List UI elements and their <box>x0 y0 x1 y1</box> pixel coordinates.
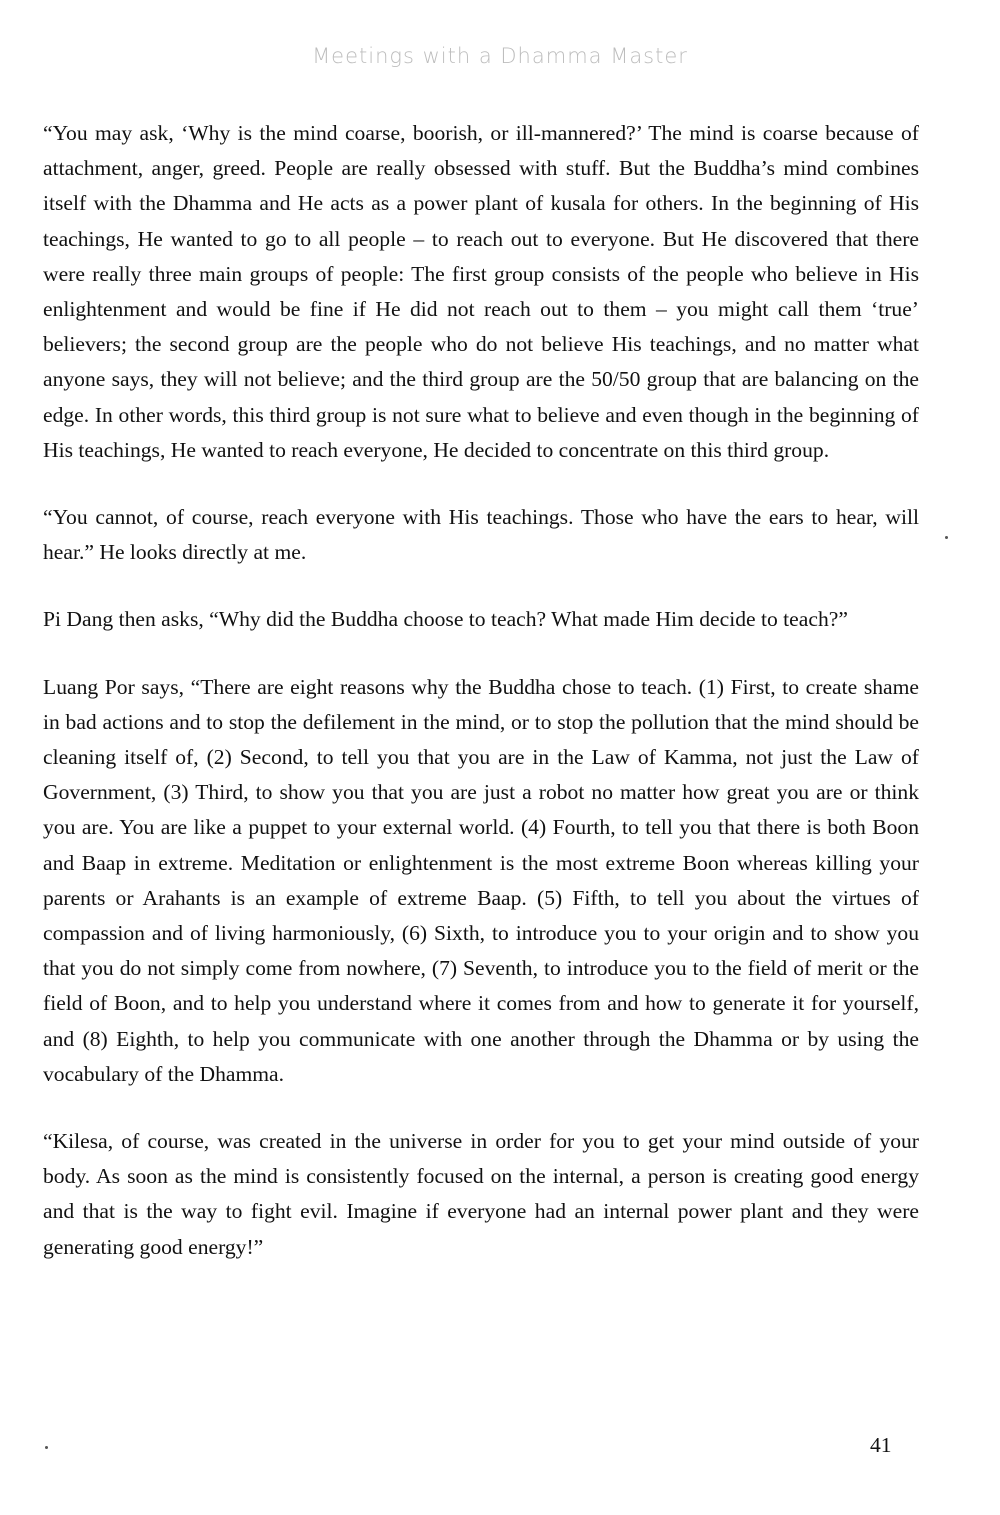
paragraph-ears-to-hear: “You cannot, of course, reach everyone with His teachings. Those who have the ears to hear, will hear.” He looks directly at me. <box>43 505 919 565</box>
running-header: Meetings with a Dhamma Master <box>312 44 688 68</box>
paragraph-kilesa: “Kilesa, of course, was created in the universe in order for you to get your mind outside of your body. As soon as the mind is consistently focused on the internal, a person is creating good energy and that is the way to fight evil. Imagine if everyone had an internal power plant and they were generating good energy!” <box>43 1129 919 1259</box>
paragraph-pi-dang-question: Pi Dang then asks, “Why did the Buddha choose to teach? What made Him decide to teach?” <box>43 607 848 632</box>
page-number: 41 <box>870 1433 892 1457</box>
paragraph-three-groups: “You may ask, ‘Why is the mind coarse, boorish, or ill-mannered?’ The mind is coarse because of attachment, anger, greed. People are really obsessed with stuff. But the Buddha’s mind combines itself with the Dhamma and He acts as a power plant of kusala for others. In the beginning of His teachings, He wanted to go to all people – to reach out to everyone. But He discovered that there were really three main groups of people: The first group consists of the people who believe in His enlightenment and would be fine if He did not reach out to them – you might call them ‘true’ believers; the second group are the people who do not believe His teachings, and no matter what anyone says, they will not believe; and the third group are the 50/50 group that are balancing on the edge. In other words, this third group is not sure what to believe and even though in the beginning of His teachings, He wanted to reach everyone, He decided to concentrate on this third group. <box>43 121 919 462</box>
paragraph-eight-reasons: Luang Por says, “There are eight reasons why the Buddha chose to teach. (1) First, to create shame in bad actions and to stop the defilement in the mind, or to stop the pollution that the mind should be cleaning itself of, (2) Second, to tell you that you are in the Law of Kamma, not just the Law of Government, (3) Third, to show you that you are just a robot no matter how great you are or think you are. You are like a puppet to your external world. (4) Fourth, to tell you that there is both Boon and Baap in extreme. Meditation or enlightenment is the most extreme Boon whereas killing your parents or Arahants is an example of extreme Baap. (5) Fifth, to tell you about the virtues of compassion and of living harmoniously, (6) Sixth, to introduce you to your origin and to show you that you do not simply come from nowhere, (7) Seventh, to introduce you to the field of merit or the field of Boon, and to help you understand where it comes from and how to generate it for yourself, and (8) Eighth, to help you communicate with one another through the Dhamma or by using the vocabulary of the Dhamma. <box>43 674 919 1086</box>
body-text <box>43 116 919 1297</box>
scan-speck <box>45 1446 48 1449</box>
scan-speck <box>945 536 948 539</box>
